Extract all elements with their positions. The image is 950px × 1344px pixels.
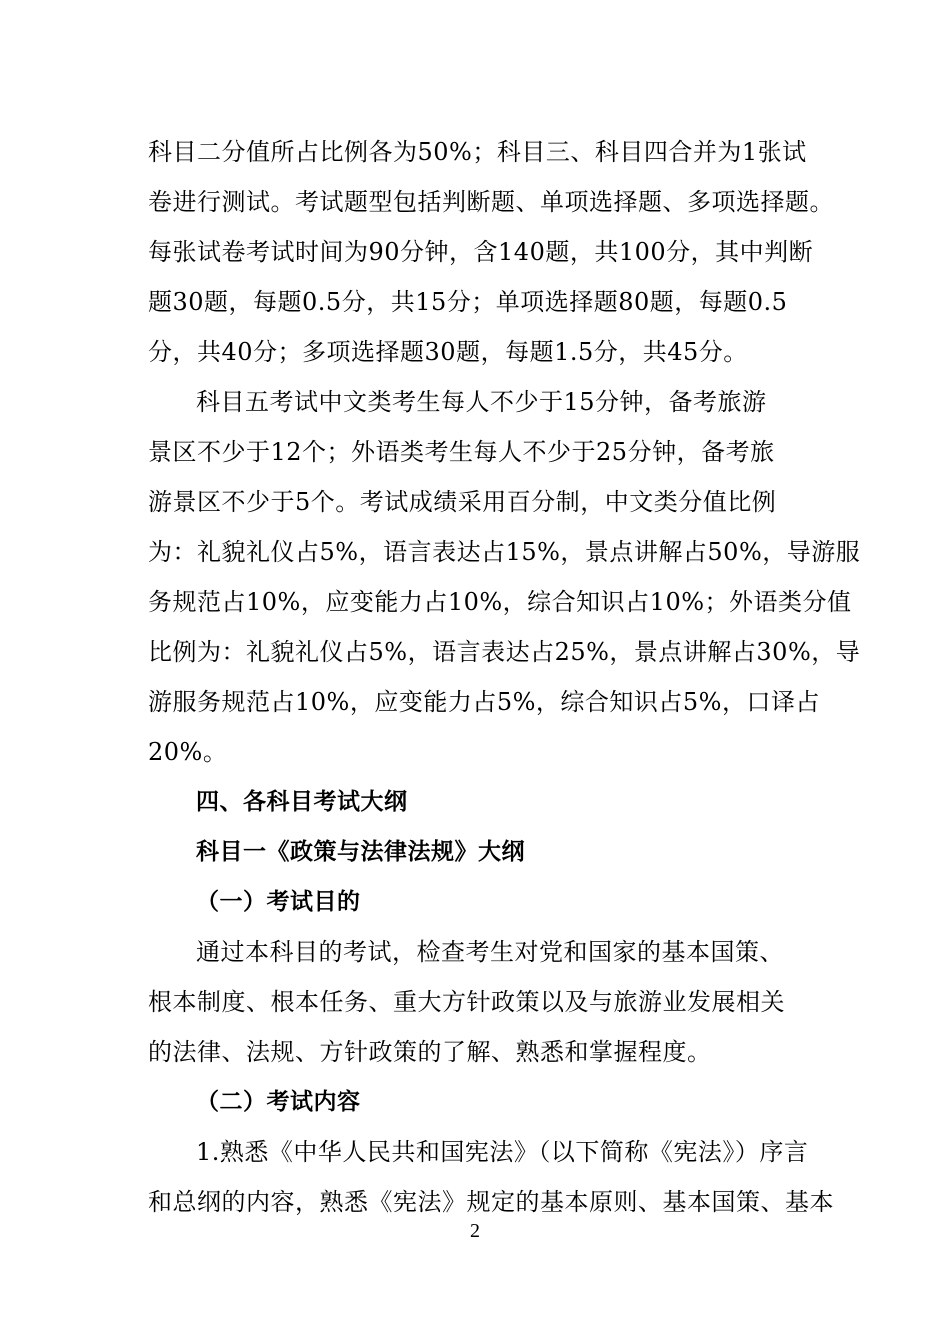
subsection-heading: （一）考试目的 xyxy=(196,889,361,915)
body-text-line: 20%。 xyxy=(148,738,228,766)
body-text-line: 每张试卷考试时间为90分钟，含140题，共100分，其中判断 xyxy=(148,238,814,266)
body-text-line: 游景区不少于5个。考试成绩采用百分制，中文类分值比例 xyxy=(148,488,777,516)
section-heading: 四、各科目考试大纲 xyxy=(196,789,408,815)
body-text-line: 比例为：礼貌礼仪占5%，语言表达占25%，景点讲解占30%，导 xyxy=(148,638,861,666)
subject-heading: 科目一《政策与法律法规》大纲 xyxy=(196,839,525,865)
body-text-line: 为：礼貌礼仪占5%，语言表达占15%，景点讲解占50%，导游服 xyxy=(148,538,861,566)
body-text-line: 卷进行测试。考试题型包括判断题、单项选择题、多项选择题。 xyxy=(148,188,834,216)
body-text-line: 题30题，每题0.5分，共15分；单项选择题80题，每题0.5 xyxy=(148,288,788,316)
paragraph-start-line: 科目五考试中文类考生每人不少于15分钟，备考旅游 xyxy=(196,388,767,416)
body-text-line: 景区不少于12个；外语类考生每人不少于25分钟，备考旅 xyxy=(148,438,775,466)
body-text-line: 和总纲的内容，熟悉《宪法》规定的基本原则、基本国策、基本 xyxy=(148,1188,834,1216)
subsection-heading: （二）考试内容 xyxy=(196,1089,361,1115)
body-text-line: 根本制度、根本任务、重大方针政策以及与旅游业发展相关 xyxy=(148,988,785,1016)
paragraph-start-line: 通过本科目的考试，检查考生对党和国家的基本国策、 xyxy=(196,938,784,966)
document-body xyxy=(148,127,861,1227)
body-text-line: 分，共40分；多项选择题30题，每题1.5分，共45分。 xyxy=(148,338,748,366)
body-text-line: 科目二分值所占比例各为50%；科目三、科目四合并为1张试 xyxy=(148,138,807,166)
body-text-line: 务规范占10%，应变能力占10%，综合知识占10%；外语类分值 xyxy=(148,588,852,616)
page-number: 2 xyxy=(470,1220,480,1242)
body-text-line: 游服务规范占10%，应变能力占5%，综合知识占5%，口译占 xyxy=(148,688,820,716)
paragraph-start-line: 1.熟悉《中华人民共和国宪法》（以下简称《宪法》）序言 xyxy=(196,1138,809,1166)
body-text-line: 的法律、法规、方针政策的了解、熟悉和掌握程度。 xyxy=(148,1038,712,1066)
